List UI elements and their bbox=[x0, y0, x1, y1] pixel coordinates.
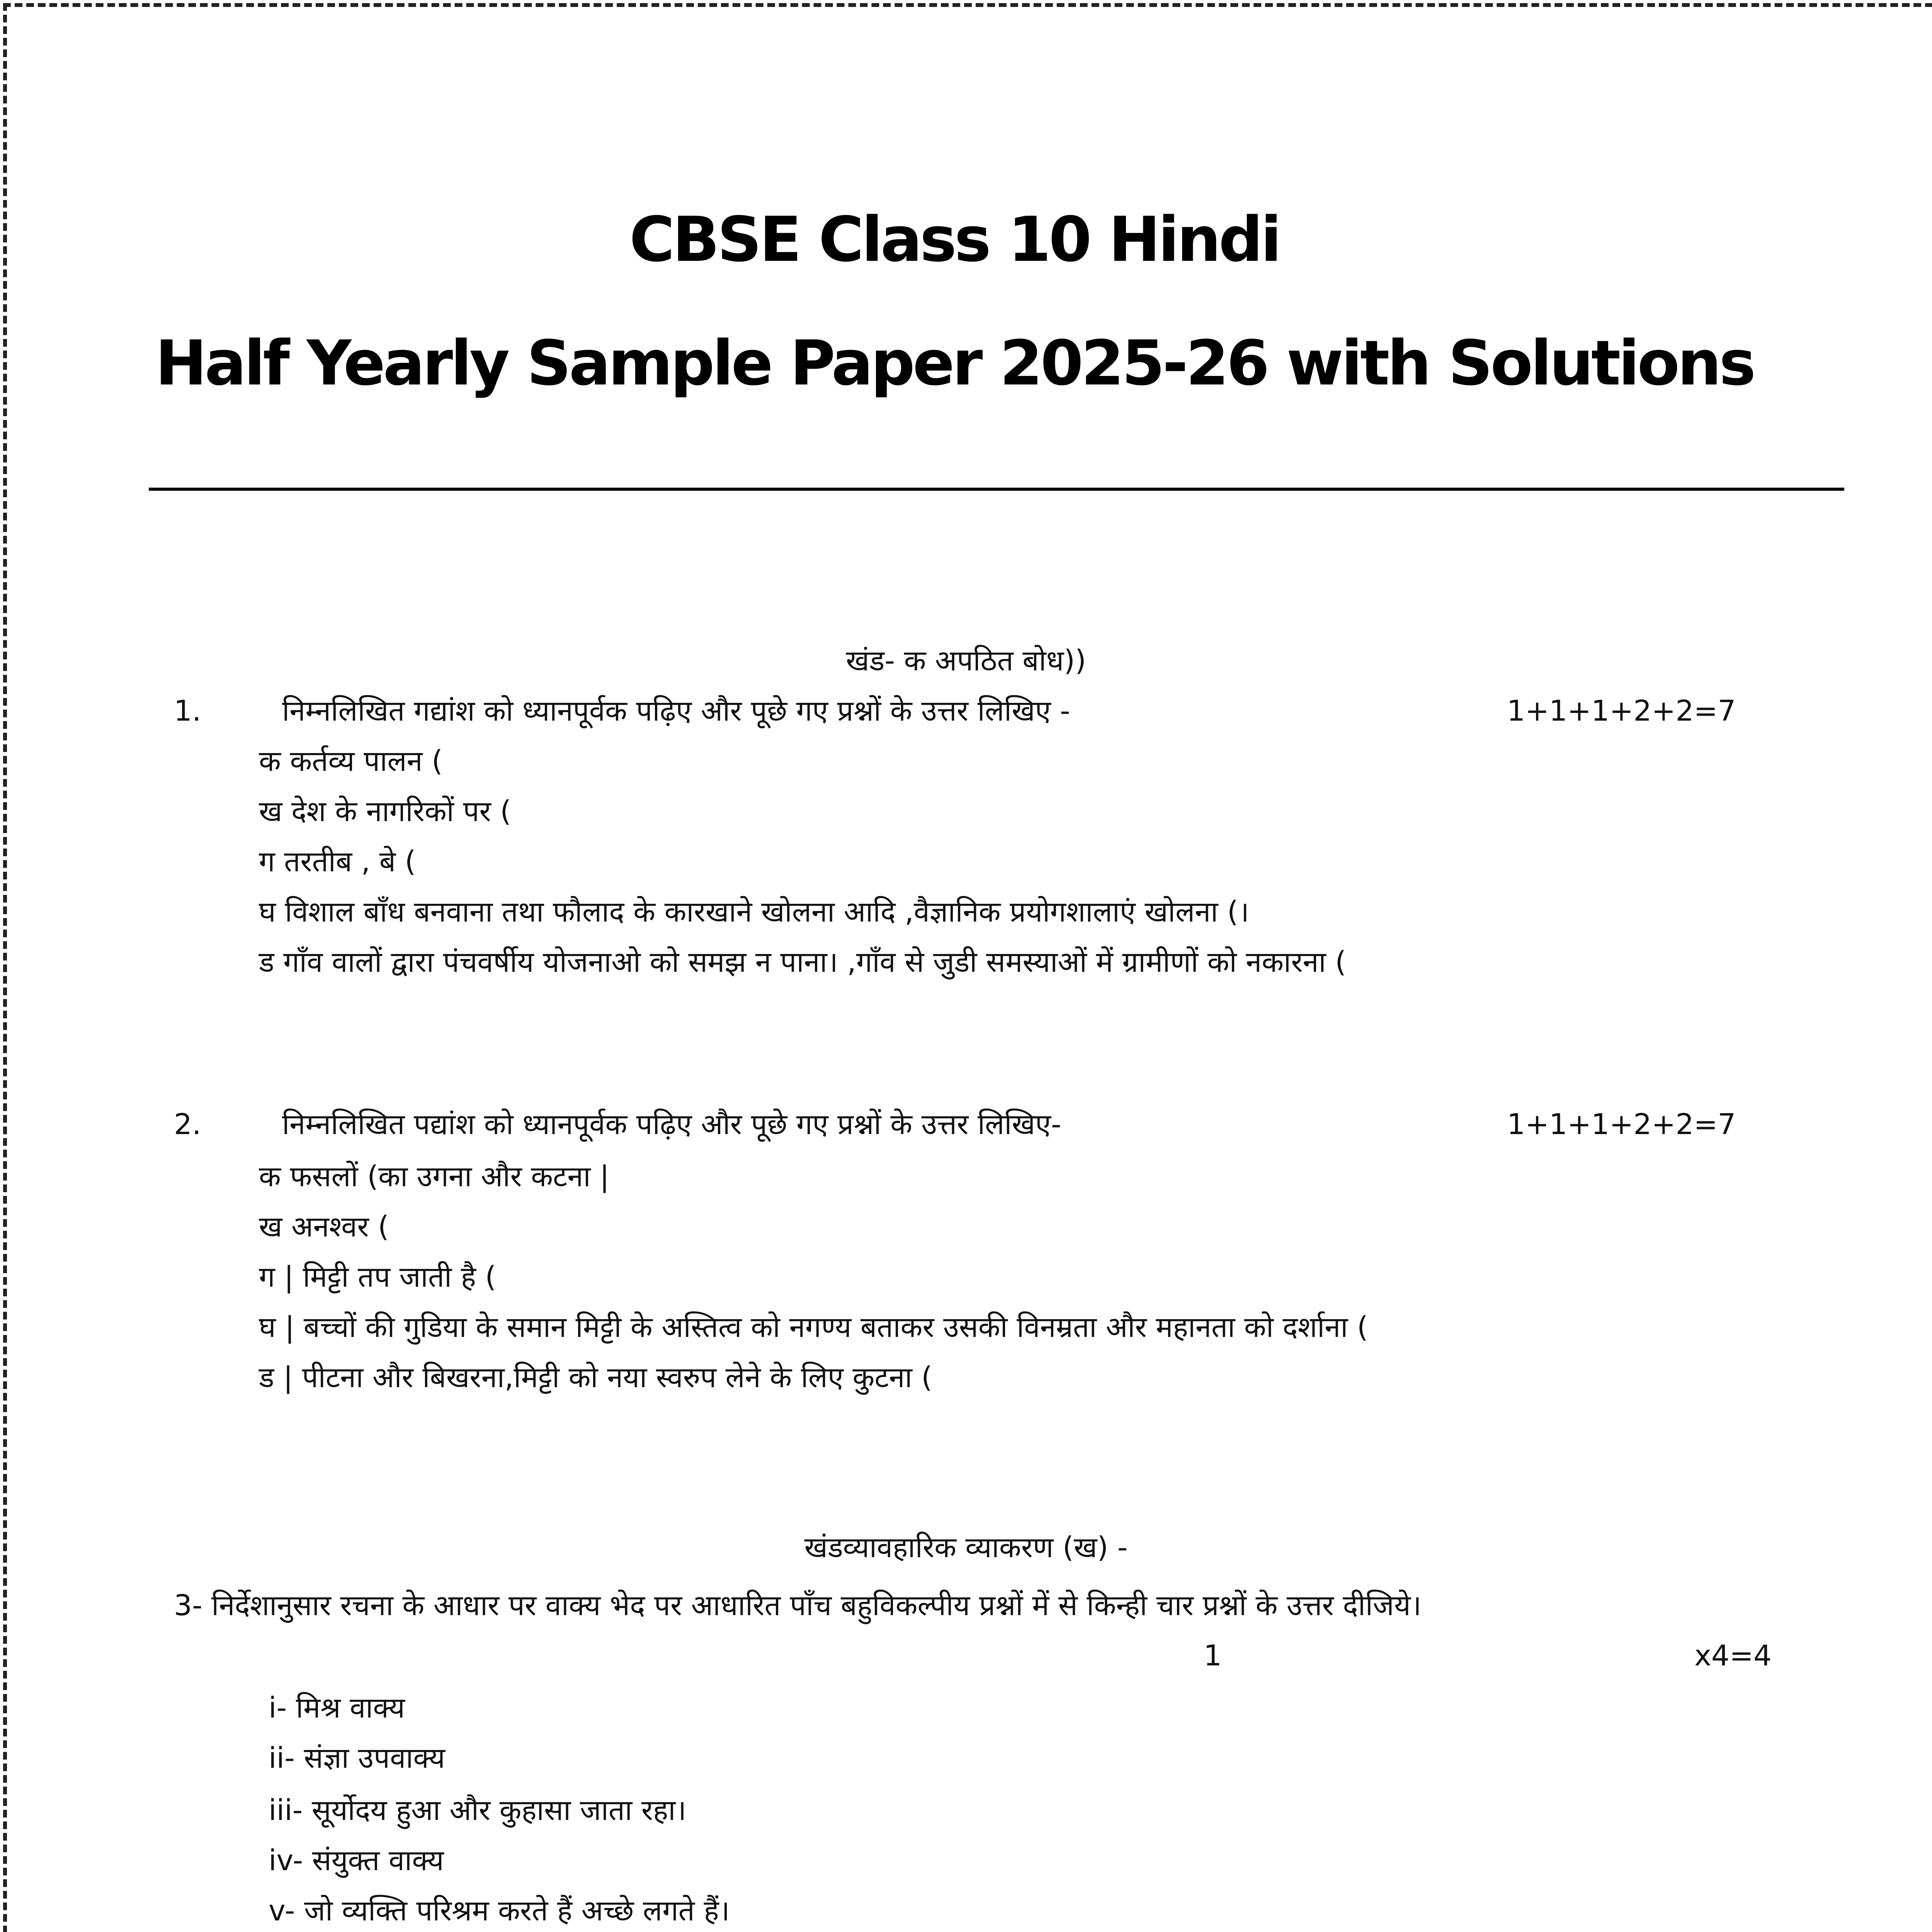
q1-answer: क कर्तव्य पालन ( bbox=[259, 745, 443, 778]
q3-answer: i- मिश्र वाक्य bbox=[269, 1691, 405, 1725]
q1-answer: ख देश के नागरिकों पर ( bbox=[259, 795, 512, 828]
q2-answer: क फसलों (का उगना और कटना | bbox=[259, 1160, 609, 1193]
q3-answer: ii- संज्ञा उपवाक्य bbox=[269, 1742, 445, 1775]
title-divider bbox=[149, 488, 1844, 491]
q2-answer: ड | पीटना और बिखरना,मिट्टी को नया स्वरुप लेने के लिए कुटना ( bbox=[259, 1361, 933, 1394]
q1-marks: 1+1+1+2+2=7 bbox=[1507, 694, 1736, 728]
q1-number: 1. bbox=[174, 694, 201, 728]
q1-answer: ग तरतीब , बे ( bbox=[259, 845, 416, 878]
q2-number: 2. bbox=[174, 1108, 201, 1141]
q3-answer: iv- संयुक्त वाक्य bbox=[269, 1844, 444, 1877]
q2-answer: ख अनश्वर ( bbox=[259, 1210, 389, 1243]
q2-answer: ग | मिट्टी तप जाती है ( bbox=[259, 1260, 497, 1294]
q1-instruction: निम्नलिखित गद्यांश को ध्यानपूर्वक पढ़िए और पूछे गए प्रश्नों के उत्तर लिखिए - bbox=[282, 694, 1070, 728]
section-b-heading: खंडव्यावहारिक व्याकरण (ख) - bbox=[804, 1531, 1128, 1564]
q3-answer: v- जो व्यक्ति परिश्रम करते हैं अच्छे लगते हैं। bbox=[269, 1894, 730, 1927]
q1-answer: घ विशाल बाँध बनवाना तथा फौलाद के कारखाने खोलना आदि ,वैज्ञानिक प्रयोगशालाएं खोलना (। bbox=[259, 895, 1249, 929]
section-a-heading: खंड- क अपठित बोध)) bbox=[846, 644, 1086, 677]
q2-marks: 1+1+1+2+2=7 bbox=[1507, 1108, 1736, 1141]
page-title: CBSE Class 10 Hindi bbox=[629, 203, 1280, 276]
q3-answer: iii- सूर्योदय हुआ और कुहासा जाता रहा। bbox=[269, 1794, 687, 1827]
q2-instruction: निम्नलिखित पद्यांश को ध्यानपूर्वक पढ़िए और पूछे गए प्रश्नों के उत्तर लिखिए- bbox=[282, 1108, 1061, 1141]
q2-answer: घ | बच्चों की गुडिया के समान मिट्टी के अस्तित्व को नगण्य बताकर उसकी विनम्रता और महानता को दर्शाना ( bbox=[259, 1311, 1368, 1344]
q3-marks: x4=4 bbox=[1694, 1639, 1772, 1672]
q3-instruction: 3- निर्देशानुसार रचना के आधार पर वाक्य भेद पर आधारित पाँच बहुविकल्पीय प्रश्नों में से किन्ही चार प्रश्नों के उत्तर दीजिये। bbox=[174, 1589, 1422, 1622]
q1-answer: ड गाँव वालों द्वारा पंचवर्षीय योजनाओ को समझ न पाना। ,गाँव से जुडी समस्याओं में ग्रामीणों को नकारना ( bbox=[259, 946, 1347, 979]
page-subtitle: Half Yearly Sample Paper 2025-26 with Solutions bbox=[155, 327, 1754, 399]
q3-marks: 1 bbox=[1204, 1639, 1222, 1672]
